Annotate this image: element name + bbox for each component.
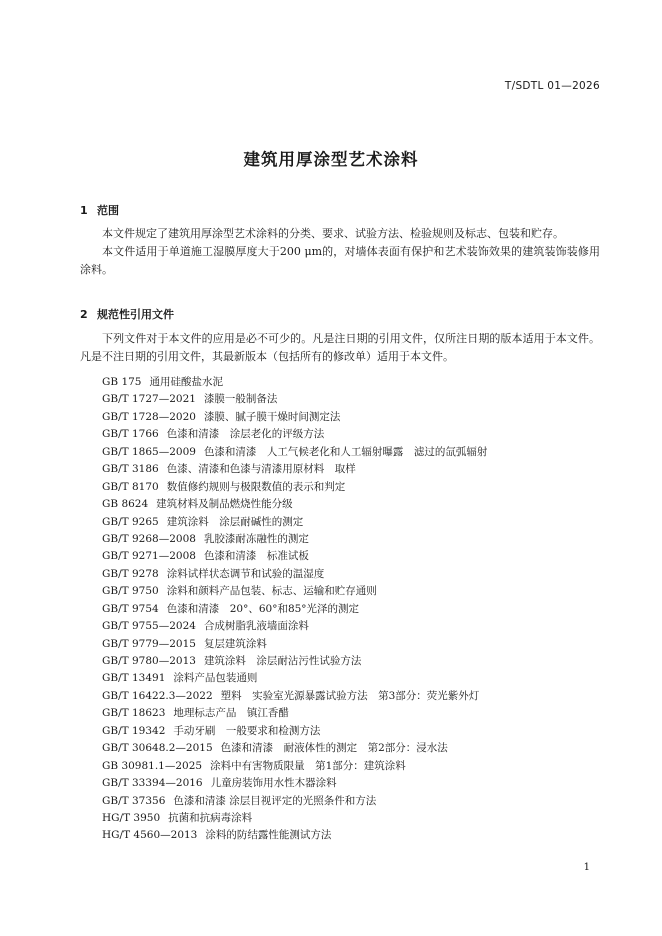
reference-code: GB/T 9265	[102, 515, 159, 528]
reference-code: GB/T 1728—2020	[102, 410, 196, 423]
reference-title: 色漆和清漆 耐液体性的测定 第2部分：浸水法	[220, 742, 448, 755]
references-intro: 下列文件对于本文件的应用是必不可少的。凡是注日期的引用文件，仅所注日期的版本适用于本文件。凡是不注日期的引用文件，其最新版本（包括所有的修改单）适用于本文件。	[80, 332, 600, 363]
reference-code: GB 8624	[102, 498, 149, 511]
section-title: 规范性引用文件	[97, 308, 174, 321]
reference-code: HG/T 4560—2013	[102, 829, 198, 842]
reference-code: GB/T 9268—2008	[102, 532, 196, 545]
reference-title: 色漆和清漆 人工气候老化和人工辐射曝露 滤过的氙弧辐射	[203, 445, 488, 458]
reference-title: 色漆、清漆和色漆与清漆用原材料 取样	[166, 463, 356, 476]
reference-code: GB 175	[102, 376, 142, 388]
reference-item	[102, 653, 487, 670]
reference-code: GB/T 37356	[102, 794, 166, 807]
reference-title: 漆膜一般制备法	[203, 393, 278, 406]
reference-title: 建筑涂料 涂层耐碱性的测定	[166, 515, 304, 528]
reference-item	[102, 723, 487, 740]
reference-item	[102, 636, 487, 653]
reference-item	[102, 705, 487, 722]
reference-item	[102, 566, 487, 583]
reference-item	[102, 758, 487, 775]
reference-code: GB/T 30648.2—2015	[102, 742, 213, 755]
reference-item	[102, 740, 487, 757]
reference-title: 色漆和清漆 标准试板	[203, 550, 309, 563]
reference-code: GB/T 9779—2015	[102, 637, 196, 650]
reference-item	[102, 775, 487, 792]
reference-title: 漆膜、腻子膜干燥时间测定法	[203, 410, 341, 423]
reference-item	[102, 531, 487, 548]
reference-title: 涂料的防结露性能测试方法	[205, 829, 332, 842]
reference-title: 建筑材料及制品燃烧性能分级	[156, 498, 293, 511]
page-number: 1	[583, 862, 590, 873]
reference-item	[102, 496, 487, 513]
document-code: T/SDTL 01—2026	[504, 80, 600, 92]
reference-item	[102, 461, 487, 478]
reference-title: 色漆和清漆 涂层目视评定的光照条件和方法	[173, 794, 377, 807]
section-number: 2	[80, 308, 88, 321]
reference-title: 复层建筑涂料	[203, 637, 267, 650]
section-title: 范围	[97, 204, 119, 217]
reference-item	[102, 548, 487, 565]
reference-code: GB/T 16422.3—2022	[102, 689, 213, 702]
reference-item	[102, 827, 487, 844]
reference-item	[102, 810, 487, 827]
reference-item	[102, 374, 487, 391]
reference-code: GB/T 9278	[102, 567, 159, 580]
reference-title: 涂料产品包装通则	[173, 672, 258, 685]
reference-code: GB/T 18623	[102, 707, 166, 720]
reference-item	[102, 409, 487, 426]
reference-title: 乳胶漆耐冻融性的测定	[203, 532, 309, 545]
reference-item	[102, 583, 487, 600]
reference-code: GB/T 33394—2016	[102, 777, 203, 790]
reference-item	[102, 426, 487, 443]
reference-title: 抗菌和抗病毒涂料	[168, 811, 253, 824]
reference-title: 数值修约规则与极限数值的表示和判定	[166, 480, 346, 493]
reference-item	[102, 391, 487, 408]
reference-code: GB/T 9754	[102, 602, 159, 615]
reference-code: GB 30981.1—2025	[102, 759, 203, 772]
reference-title: 涂料中有害物质限量 第1部分：建筑涂料	[210, 759, 406, 772]
reference-code: GB/T 9780—2013	[102, 655, 196, 667]
reference-item	[102, 514, 487, 531]
reference-item	[102, 688, 487, 705]
reference-code: GB/T 19342	[102, 724, 166, 737]
reference-title: 合成树脂乳液墙面涂料	[203, 620, 309, 633]
reference-title: 色漆和清漆 涂层老化的评级方法	[166, 428, 325, 441]
reference-code: HG/T 3950	[102, 811, 161, 824]
reference-code: GB/T 1766	[102, 428, 159, 441]
reference-title: 建筑涂料 涂层耐沾污性试验方法	[203, 655, 362, 667]
reference-code: GB/T 9750	[102, 585, 159, 598]
reference-title: 通用硅酸盐水泥	[149, 376, 223, 388]
reference-code: GB/T 9755—2024	[102, 620, 196, 633]
reference-list	[102, 374, 487, 845]
section-heading-scope	[80, 202, 119, 218]
reference-title: 涂料和颜料产品包装、标志、运输和贮存通则	[166, 585, 377, 598]
reference-title: 地理标志产品 镇江香醋	[173, 707, 289, 720]
reference-item	[102, 670, 487, 687]
reference-title: 儿童房装饰用水性木器涂料	[210, 777, 337, 790]
reference-title: 色漆和清漆 20°、60°和85°光泽的测定	[166, 602, 360, 615]
reference-code: GB/T 1727—2021	[102, 393, 196, 406]
section-heading-normative-references	[80, 306, 174, 322]
reference-title: 塑料 实验室光源暴露试验方法 第3部分：荧光紫外灯	[220, 689, 480, 702]
document-title: 建筑用厚涂型艺术涂料	[243, 150, 419, 169]
reference-code: GB/T 8170	[102, 480, 159, 493]
reference-item	[102, 793, 487, 810]
reference-item	[102, 601, 487, 618]
reference-item	[102, 618, 487, 635]
reference-title: 涂料试样状态调节和试验的温湿度	[166, 567, 325, 580]
scope-paragraph-2: 本文件适用于单道施工湿膜厚度大于200 μm的，对墙体表面有保护和艺术装饰效果的建筑装饰装修用涂料。	[80, 245, 600, 276]
reference-item	[102, 479, 487, 496]
section-number: 1	[80, 204, 88, 217]
reference-title: 手动牙刷 一般要求和检测方法	[173, 724, 321, 737]
reference-code: GB/T 13491	[102, 672, 166, 685]
reference-code: GB/T 1865—2009	[102, 445, 196, 458]
scope-paragraph-1: 本文件规定了建筑用厚涂型艺术涂料的分类、要求、试验方法、检验规则及标志、包装和贮存。	[102, 227, 564, 240]
reference-item	[102, 444, 487, 461]
reference-code: GB/T 9271—2008	[102, 550, 196, 563]
reference-code: GB/T 3186	[102, 463, 159, 476]
